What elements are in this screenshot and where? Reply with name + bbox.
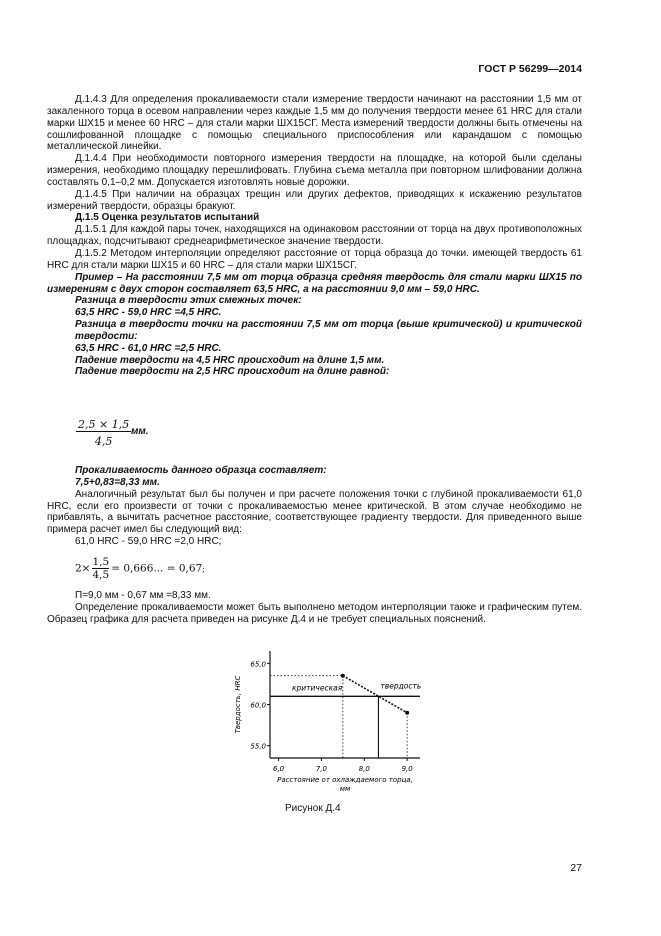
paragraph: Д.1.4.5 При наличии на образцах трещин или других дефектов, приводящих к искажению результатов измерений твердости, образцы бракуют. [47,188,582,212]
paragraph: Д.1.4.3 Для определения прокаливаемости стали измерение твердости начинают на расстоянии 1,5 мм от закаленного торца в осевом направлении через каждые 1,5 мм до получения твердости менее 61 HRC для стали марки ШХ15 и менее 60 HRC – для стали марки ШХ15СГ. Места измерений твердости должны быть отмечены на сошлифованной площадке с помощью специального приспособления или карандашом с помощью металлической линейки. [47,94,582,153]
document-id: ГОСТ Р 56299—2014 [478,63,582,75]
example-text: Разница в твердости этих смежных точек: [75,295,302,307]
x-axis-label-line1: Расстояние от охлаждаемого торца, [277,776,413,784]
formula2-result: = 0,666... = 0,67 [111,562,203,575]
formula-unit: мм. [131,426,149,437]
figure-caption: Рисунок Д.4 [285,803,341,814]
page-number: 27 [570,862,582,874]
paragraph: Д.1.5.2 Методом интерполяции определяют расстояние от торца образца до точки. имеющей твердость 61 HRC для стали марки ШХ15 и 60 HRC – для стали марки ШХ15СГ. [47,247,582,271]
formula-denominator: 4,5 [94,435,113,448]
formula2-denominator: 4,5 [92,569,110,581]
example-text: 63,5 HRC - 59,0 HRC =4,5 HRC. [75,307,222,319]
y-axis-label: Твердость, HRC [234,675,242,734]
paragraph: Д.1.4.4 При необходимости повторного измерения твердости на площадке, на которой были сделаны измерения, необходимо площадку перешлифовать. Глубина съема металла при повторном шлифовании должна составлять 0,1–0,2 мм. Допускается изготовлять новые дорожки. [47,153,582,188]
critical-label: критическая [292,683,343,693]
paragraph: Д.1.5.1 Для каждой пары точек, находящихся на одинаковом расстоянии от торца на двух противоположных площадках, подсчитывают среднеарифметическое значение твердости. [47,224,582,248]
example-text: Пример – На расстоянии 7,5 мм от торца образца средняя твердость для стали марки ШХ15 по измерениям с двух сторон составляет 63,5 HRC, а на расстоянии 9,0 мм – 59,0 HRC. [47,271,582,295]
formula2-numerator: 1,5 [92,556,110,568]
data-point [341,674,345,678]
formula2-suffix: ; [202,564,205,574]
formula-numerator: 2,5 × 1,5 [78,418,130,431]
y-tick-label: 55,0 [250,742,266,751]
data-point [405,711,409,715]
section-heading: Д.1.5 Оценка результатов испытаний [75,212,260,224]
x-axis-label-line2: мм [339,785,351,793]
paragraph: Определение прокаливаемости может быть выполнено методом интерполяции также и графическим путем. Образец графика для расчета приведен на рисунке Д.4 и не требует специальных пояснений. [47,601,582,625]
paragraph: Аналогичный результат был бы получен и при расчете положения точки с глубиной прокаливаемости 61,0 HRC, если его произвести от точки с прокаливаемостью менее критической. В этом случае необходимо не прибавлять, а вычитать расчетное расстояние, соответствующее градиенту твердости. Для приведенного выше примера расчет имел бы следующий вид: [47,488,582,536]
example-text: Разница в твердости точки на расстоянии 7,5 мм от торца (выше критической) и критической твердости: [75,319,582,342]
x-tick-label: 8,0 [358,765,370,773]
y-tick-label: 60,0 [250,701,266,710]
hardness-label: твердость [380,681,422,691]
example-text: Падение твердости на 4,5 HRC происходит на длине 1,5 мм. [75,354,385,366]
paragraph: П=9,0 мм - 0,67 мм =8,33 мм. [75,590,211,601]
x-tick-label: 9,0 [401,765,413,773]
example-text: Прокаливаемость данного образца составляет: [75,465,327,476]
example-text: 63,5 HRC - 61,0 HRC =2,5 HRC. [75,342,222,354]
paragraph: 61,0 HRC - 59,0 HRC =2,0 HRC; [75,536,222,548]
example-text: 7,5+0,83=8,33 мм. [75,476,160,488]
example-text: Падение твердости на 2,5 HRC происходит на длине равной: [75,366,390,378]
x-tick-label: 6,0 [273,765,285,773]
x-tick-label: 7,0 [315,765,327,773]
y-tick-label: 65,0 [250,660,266,669]
formula2-prefix: 2× [75,562,91,575]
